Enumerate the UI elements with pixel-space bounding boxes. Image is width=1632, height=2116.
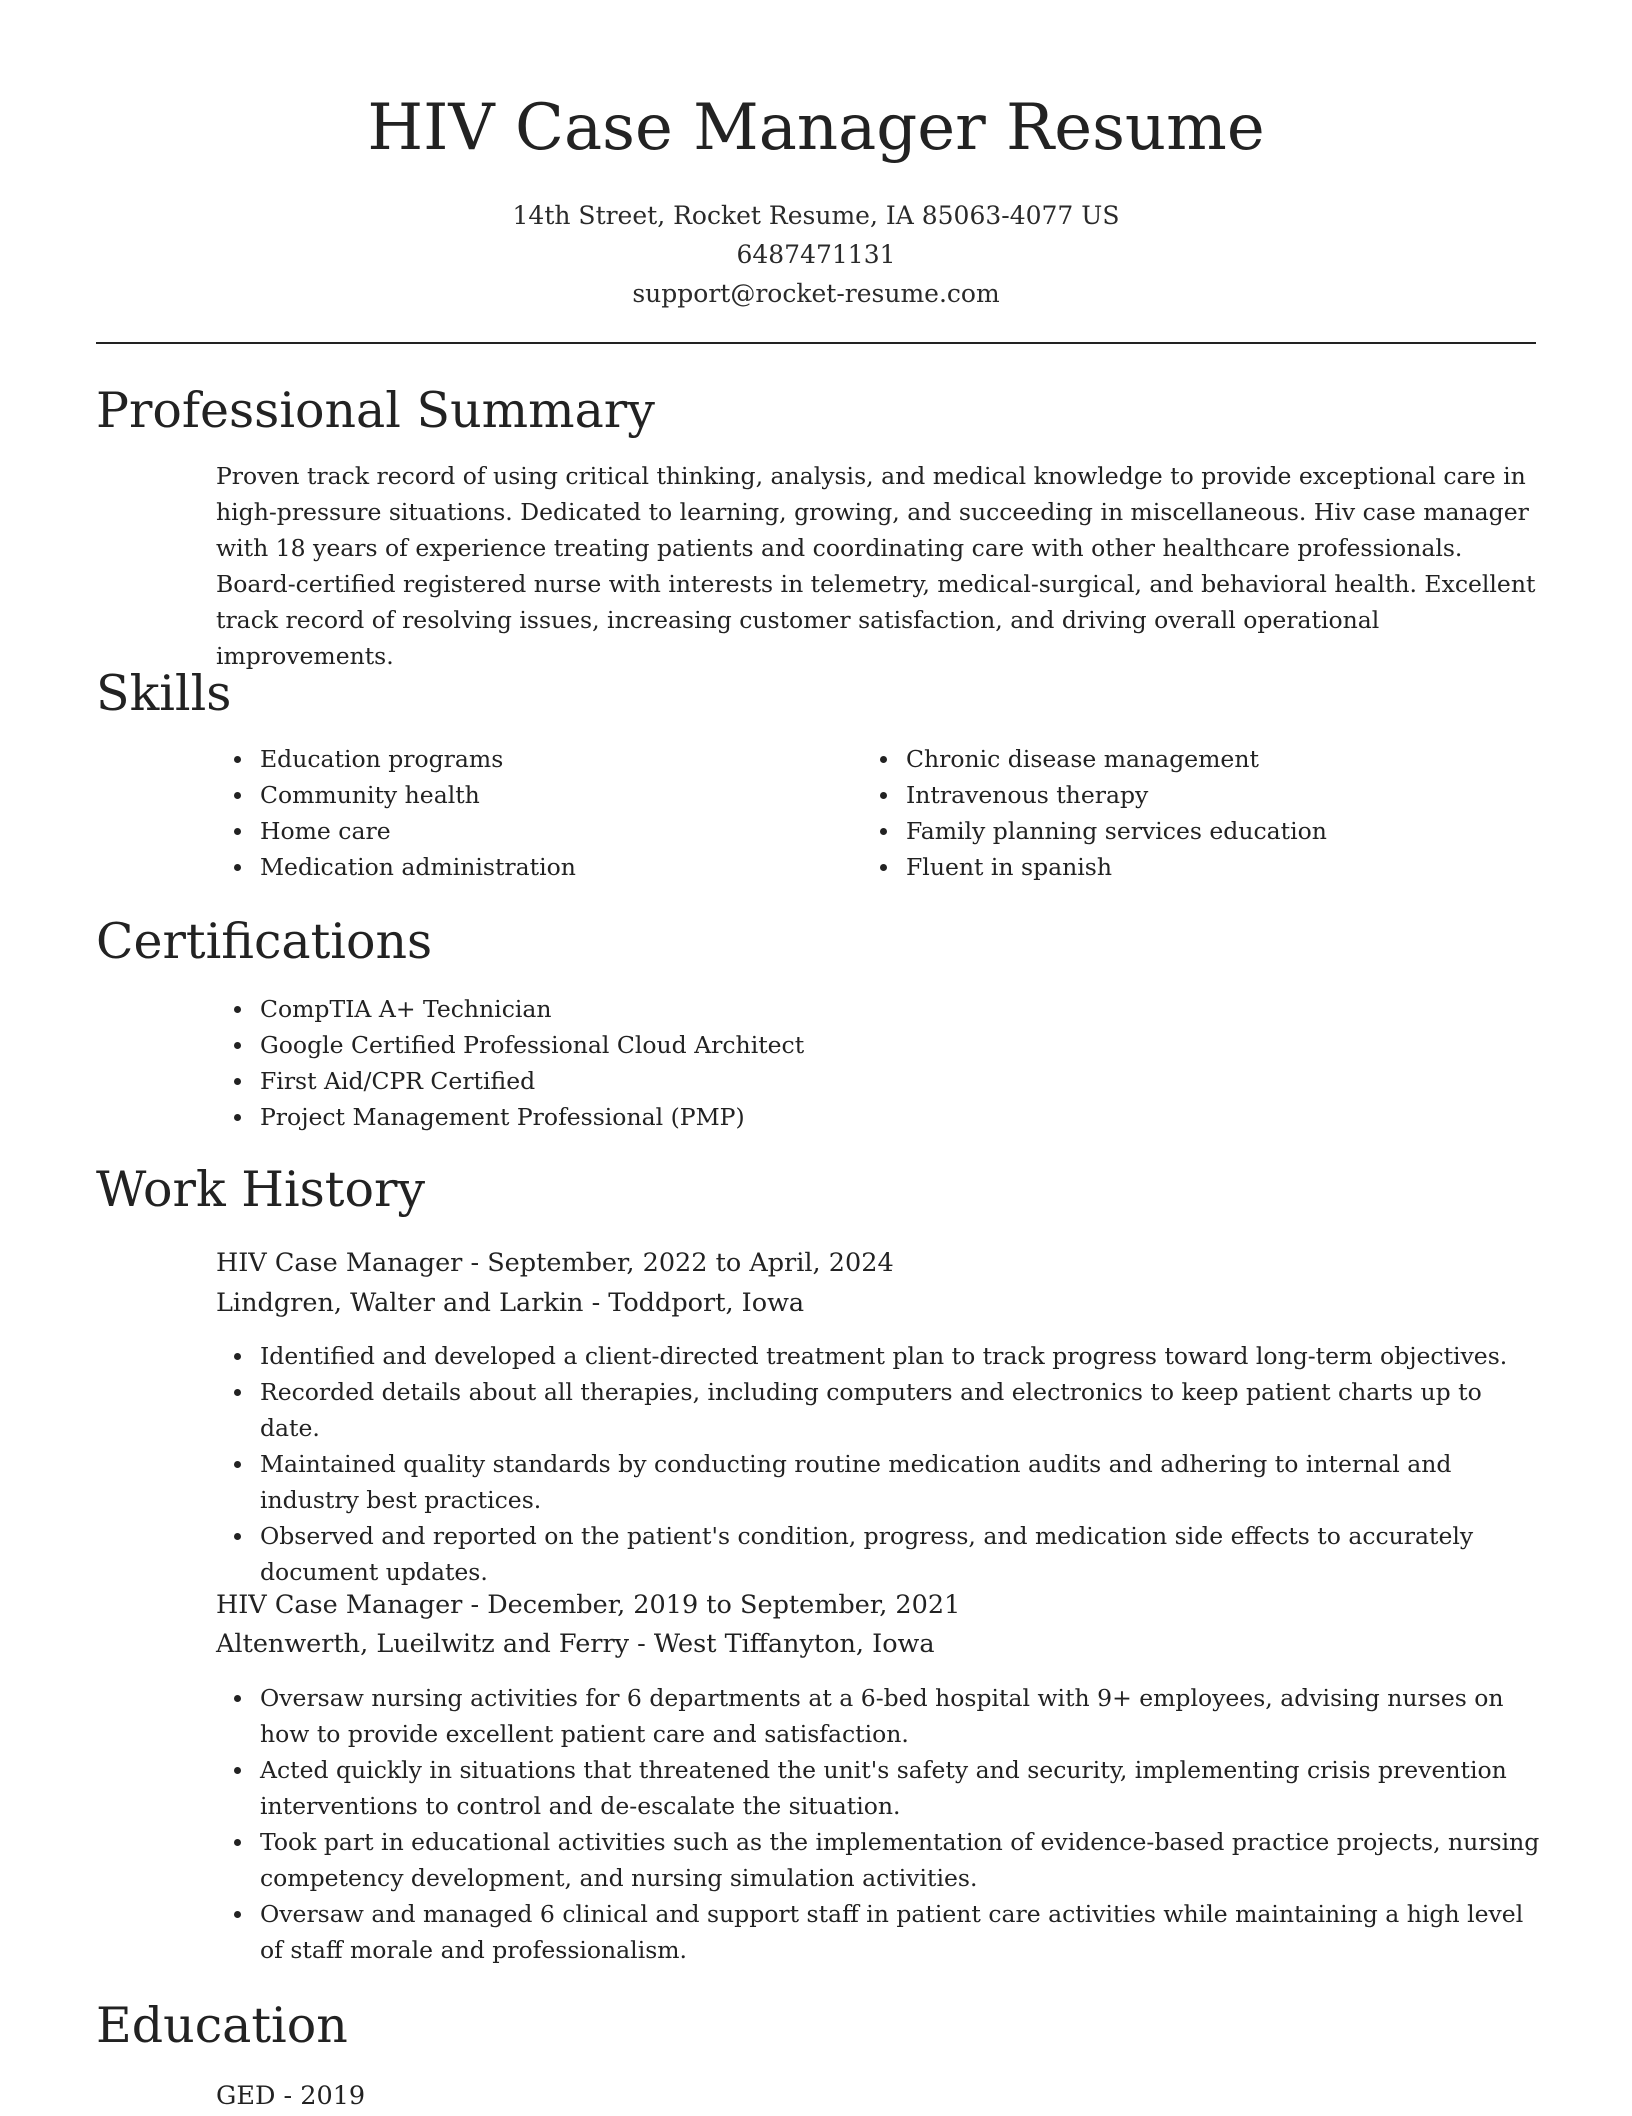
- skill-item: Family planning services education: [862, 813, 1542, 849]
- summary-text: Proven track record of using critical thinking, analysis, and medical knowledge to provide exceptional care in high-pressure situations. Dedicated to learning, growing, and succeeding in miscellaneous. Hiv case manager with 18 years of experience treating patients and coordinating care with other healthcare professionals. Board-certified registered nurse with interests in telemetry, medical-surgical, and behavioral health. Excellent track record of resolving issues, increasing customer satisfaction, and driving overall operational improvements.: [216, 462, 1536, 670]
- skill-item: Intravenous therapy: [862, 777, 1542, 813]
- skill-item: Fluent in spanish: [862, 849, 1542, 885]
- skill-item: Medication administration: [216, 849, 836, 885]
- certification-item: Google Certified Professional Cloud Architect: [216, 1027, 1516, 1063]
- contact-address: 14th Street, Rocket Resume, IA 85063-4077 US: [512, 201, 1120, 230]
- skill-item: Community health: [216, 777, 836, 813]
- job-duty-item: Maintained quality standards by conducting routine medication audits and adhering to internal and industry best practices.: [216, 1446, 1546, 1518]
- resume-header: [0, 88, 1632, 313]
- education-heading: Education: [96, 1997, 348, 2054]
- job-title-line: HIV Case Manager - December, 2019 to September, 2021: [216, 1590, 961, 1620]
- skills-heading: Skills: [96, 665, 232, 722]
- job-duty-item: Took part in educational activities such as the implementation of evidence-based practice projects, nursing competency development, and nursing simulation activities.: [216, 1824, 1546, 1896]
- skill-item: Home care: [216, 813, 836, 849]
- job-duty-item: Observed and reported on the patient's condition, progress, and medication side effects to accurately document updates.: [216, 1518, 1546, 1590]
- resume-title: HIV Case Manager Resume: [367, 91, 1265, 165]
- job-duty-item: Acted quickly in situations that threatened the unit's safety and security, implementing crisis prevention interventions to control and de-escalate the situation.: [216, 1752, 1546, 1824]
- job-company-line: Altenwerth, Lueilwitz and Ferry - West Tiffanyton, Iowa: [216, 1629, 935, 1659]
- skills-list-left: [216, 741, 836, 885]
- contact-block: [0, 196, 1632, 313]
- education-entry: GED - 2019: [216, 2081, 366, 2111]
- job-duty-item: Oversaw nursing activities for 6 departments at a 6-bed hospital with 9+ employees, advising nurses on how to provide excellent patient care and satisfaction.: [216, 1680, 1546, 1752]
- header-divider: [96, 342, 1536, 344]
- job-duty-item: Identified and developed a client-directed treatment plan to track progress toward long-term objectives.: [216, 1338, 1546, 1374]
- certifications-heading: Certifications: [96, 913, 433, 970]
- skills-list-right: [862, 741, 1542, 885]
- job-title-line: HIV Case Manager - September, 2022 to April, 2024: [216, 1248, 894, 1278]
- skill-item: Education programs: [216, 741, 836, 777]
- contact-email: support@rocket-resume.com: [632, 279, 1000, 308]
- summary-heading: Professional Summary: [96, 382, 655, 439]
- job-duty-item: Oversaw and managed 6 clinical and support staff in patient care activities while maintaining a high level of staff morale and professionalism.: [216, 1896, 1546, 1968]
- certification-item: CompTIA A+ Technician: [216, 991, 1516, 1027]
- job-duties-list: [216, 1680, 1546, 1968]
- certifications-list: [216, 991, 1516, 1135]
- job-duty-item: Recorded details about all therapies, including computers and electronics to keep patient charts up to date.: [216, 1374, 1546, 1446]
- job-company-line: Lindgren, Walter and Larkin - Toddport, Iowa: [216, 1288, 805, 1318]
- work-history-heading: Work History: [96, 1161, 426, 1218]
- certification-item: Project Management Professional (PMP): [216, 1099, 1516, 1135]
- skill-item: Chronic disease management: [862, 741, 1542, 777]
- certification-item: First Aid/CPR Certified: [216, 1063, 1516, 1099]
- contact-phone: 6487471131: [736, 240, 896, 269]
- job-duties-list: [216, 1338, 1546, 1590]
